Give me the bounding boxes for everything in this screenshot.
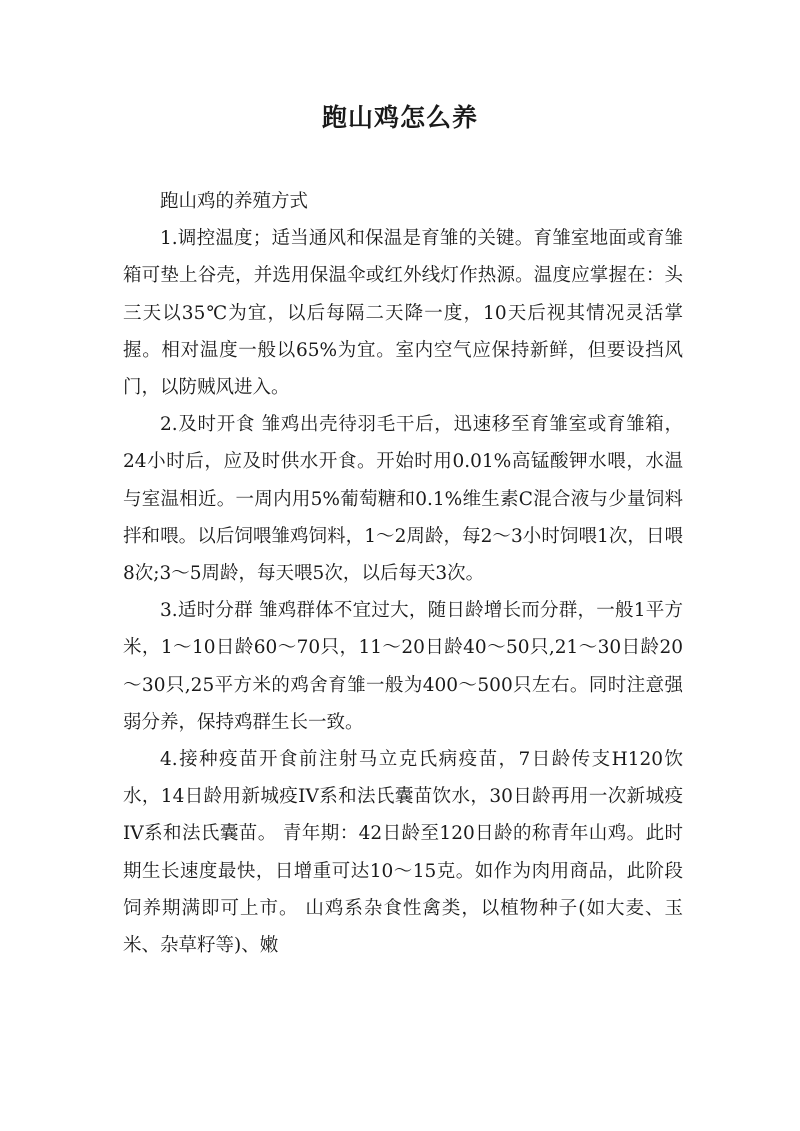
paragraph-feeding: 2.及时开食 雏鸡出壳待羽毛干后，迅速移至育雏室或育雏箱，24小时后，应及时供水开食。开始时用0.01%高锰酸钾水喂，水温与室温相近。一周内用5%葡萄糖和0.1%维生素C混合液与少量饲料拌和喂。以后饲喂雏鸡饲料，1～2周龄，每2～3小时饲喂1次，日喂8次;3～5周龄，每天喂5次，以后每天3次。 [123, 414, 683, 585]
section-heading: 跑山鸡的养殖方式 [160, 191, 309, 212]
document-body [123, 183, 683, 964]
paragraph-temperature-control: 1.调控温度；适当通风和保温是育雏的关键。育雏室地面或育雏箱可垫上谷壳，并选用保温伞或红外线灯作热源。温度应掌握在：头三天以35℃为宜，以后每隔二天降一度，10天后视其情况灵活掌握。相对温度一般以65%为宜。室内空气应保持新鲜，但要设挡风门，以防贼风进入。 [123, 228, 683, 399]
page-title: 跑山鸡怎么养 [321, 103, 478, 132]
paragraph-grouping: 3.适时分群 雏鸡群体不宜过大，随日龄增长而分群，一般1平方米，1～10日龄60～70只，11～20日龄40～50只,21～30日龄20～30只,25平方米的鸡舍育雏一般为400～500只左右。同时注意强弱分养，保持鸡群生长一致。 [123, 600, 683, 733]
paragraph-vaccination: 4.接种疫苗开食前注射马立克氏病疫苗，7日龄传支H120饮水，14日龄用新城疫IV系和法氏囊苗饮水，30日龄再用一次新城疫IV系和法氏囊苗。 青年期：42日龄至120日龄的称青年山鸡。此时期生长速度最快，日增重可达10～15克。如作为肉用商品，此阶段饲养期满即可上市。 山鸡系杂食性禽类，以植物种子(如大麦、玉米、杂草籽等)、嫩 [123, 749, 683, 957]
